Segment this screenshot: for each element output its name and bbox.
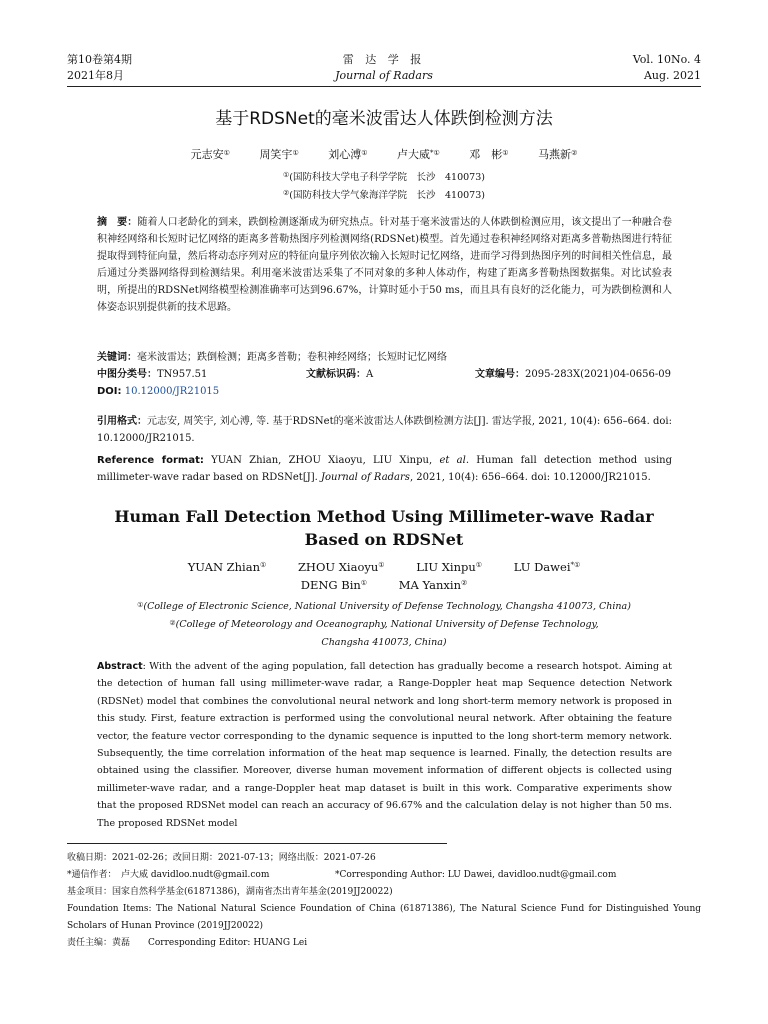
- author-cn: 卢大威*①: [397, 148, 440, 161]
- header-journal-cn: 雷 达 学 报: [342, 53, 426, 66]
- author-en: LU Dawei*①: [513, 560, 581, 574]
- paper-title-cn: 基于RDSNet的毫米波雷达人体跌倒检测方法: [215, 109, 553, 129]
- author-en: ZHOU Xiaoyu①: [297, 560, 385, 574]
- author-en: DENG Bin①: [300, 578, 368, 592]
- author-list-cn: [0, 147, 768, 163]
- author-en: YUAN Zhian①: [187, 560, 267, 574]
- header-volume-cn: 第10卷第4期: [67, 53, 132, 66]
- header-journal-en: Journal of Radars: [335, 69, 433, 82]
- header-date-en: Aug. 2021: [643, 69, 701, 82]
- affiliation-cn-2: ②(国防科技大学气象海洋学院 长沙 410073): [283, 189, 485, 201]
- keywords-cn: 关键词：毫米波雷达；跌倒检测；距离多普勒；卷积神经网络；长短时记忆网络: [97, 352, 447, 363]
- footnote-rule: [67, 843, 447, 844]
- author-cn: 马燕新②: [538, 148, 578, 161]
- author-cn: 周笑宇①: [259, 148, 299, 161]
- doi-line: DOI: 10.12000/JR21015: [97, 386, 220, 397]
- header-volume-en: Vol. 10No. 4: [632, 53, 701, 66]
- paper-title-en: Human Fall Detection Method Using Millimeter-wave Radar Based on RDSNet: [114, 507, 654, 549]
- affiliation-en-2-cont: Changsha 410073, China): [321, 637, 447, 648]
- header-date-cn: 2021年8月: [67, 69, 124, 82]
- clc-number: 中图分类号：TN957.51: [97, 369, 208, 380]
- document-code: 文献标识码：A: [306, 369, 374, 380]
- author-cn: 元志安①: [190, 148, 230, 161]
- footnote-dates: 收稿日期：2021-02-26；改回日期：2021-07-13；网络出版：2021-07-26: [67, 853, 376, 863]
- footnote-fund-en: Foundation Items: The National Natural Science Foundation of China (61871386), The Natural Science Fund for Distinguished Young Scholars of Hunan Province (2019JJ20022): [67, 904, 701, 931]
- footnote-corresponding-cn: *通信作者： 卢大威 davidloo.nudt@gmail.com: [67, 870, 270, 880]
- doi-link[interactable]: 10.12000/JR21015: [124, 386, 220, 397]
- author-en: MA Yanxin②: [398, 578, 468, 592]
- affiliation-cn-1: ①(国防科技大学电子科学学院 长沙 410073): [283, 171, 485, 183]
- author-cn: 刘心溥①: [328, 148, 368, 161]
- citation-cn: 引用格式：元志安, 周笑宇, 刘心溥, 等. 基于RDSNet的毫米波雷达人体跌倒检测方法[J]. 雷达学报, 2021, 10(4): 656–664. doi: 10.12000/JR21015.: [97, 416, 673, 444]
- affiliation-en-1: ①(College of Electronic Science, National University of Defense Technology, Changsha 410073, China): [137, 601, 631, 612]
- author-en: LIU Xinpu①: [416, 560, 483, 574]
- reference-format-en: Reference format: YUAN Zhian, ZHOU Xiaoyu, LIU Xinpu, et al. Human fall detection method using millimeter-wave radar based on RDSNet[J]. Journal of Radars, 2021, 10(4): 656–664. doi: 10.12000/JR21015.: [97, 455, 672, 483]
- footnote-fund-cn: 基金项目：国家自然科学基金(61871386)，湖南省杰出青年基金(2019JJ20022): [67, 887, 393, 897]
- header-rule: [67, 86, 701, 87]
- article-number: 文章编号：2095-283X(2021)04-0656-09: [475, 369, 671, 380]
- abstract-en: Abstract: With the advent of the aging population, fall detection has gradually become a research hotspot. Aiming at the detection of human fall using millimeter-wave radar, a Range-Doppler heat map Sequence detection Network (RDSNet) model that combines the convolutional neural network and long short-term memory network is proposed in this study. First, feature extraction is performed using the convolutional neural network. After obtaining the feature vector, the feature vector corresponding to the dynamic sequence is inputted to the long short-term memory network. Subsequently, the time correlation information of the heat map sequence is learned. Finally, the detection results are obtained using the classifier. Moreover, diverse human movement information of different objects is collected using millimeter-wave radar, and a range-Doppler heat map dataset is built in this work. Comparative experiments show that the proposed RDSNet model can reach an accuracy of 96.67% and the calculation delay is not higher than 50 ms. The proposed RDSNet model: [97, 661, 672, 829]
- abstract-cn: 摘 要：随着人口老龄化的到来，跌倒检测逐渐成为研究热点。针对基于毫米波雷达的人体跌倒检测应用，该文提出了一种融合卷积神经网络和长短时记忆网络的距离多普勒热图序列检测网络(RDSNet)模型。首先通过卷积神经网络对距离多普勒热图进行特征提取得到特征向量，然后将动态序列对应的特征向量序列依次输入长短时记忆网络，进而学习得到热图序列的时间相关性信息，最后通过分类器网络得到检测结果。利用毫米波雷达采集了不同对象的多种人体动作，构建了距离多普勒热图数据集。对比试验表明，所提出的RDSNet网络模型检测准确率可达到96.67%，计算时延小于50 ms，而且具有良好的泛化能力，可为跌倒检测和人体姿态识别提供新的技术思路。: [97, 217, 673, 313]
- author-cn: 邓 彬①: [469, 148, 509, 161]
- footnote-corresponding-en: *Corresponding Author: LU Dawei, davidloo.nudt@gmail.com: [335, 870, 617, 880]
- affiliation-en-2: ②(College of Meteorology and Oceanography, National University of Defense Technology,: [169, 619, 599, 630]
- footnote-editor: 责任主编：黄磊 Corresponding Editor: HUANG Lei: [67, 938, 308, 948]
- author-list-en-row1: [0, 558, 768, 576]
- author-list-en-row2: [0, 576, 768, 594]
